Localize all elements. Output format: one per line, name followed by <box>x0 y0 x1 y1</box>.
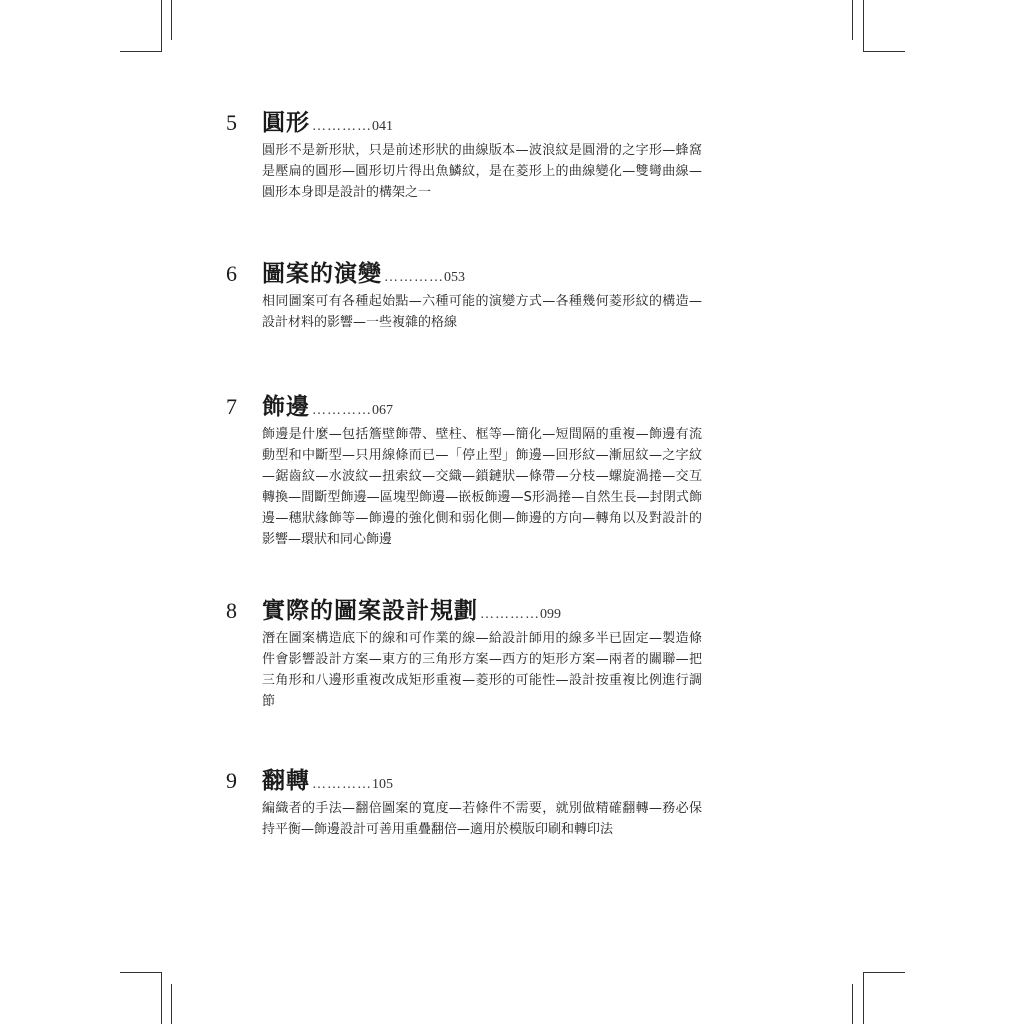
chapter-heading <box>226 104 686 134</box>
chapter-number: 9 <box>226 768 237 793</box>
dot-leader: ………… <box>312 777 372 792</box>
dot-leader: ………… <box>312 403 372 418</box>
chapter-number: 6 <box>226 261 237 286</box>
toc-entry-chapter-9 <box>226 762 702 840</box>
chapter-heading <box>226 592 686 622</box>
chapter-heading <box>226 255 686 285</box>
dot-leader: ………… <box>312 119 372 134</box>
chapter-summary: 圓形不是新形狀，只是前述形狀的曲線版本—波浪紋是圓滑的之字形—蜂窩是壓扁的圓形—圓形切片得出魚鱗紋，是在菱形上的曲線變化—雙彎曲線—圓形本身即是設計的構架之一 <box>262 143 702 200</box>
toc-entry-chapter-5 <box>226 104 702 203</box>
chapter-title: 飾邊 <box>262 393 310 420</box>
chapter-summary: 編織者的手法—翻倍圖案的寬度—若條件不需要，就別做精確翻轉—務必保持平衡—飾邊設計可善用重疊翻倍—適用於模版印刷和轉印法 <box>262 801 702 837</box>
chapter-title: 實際的圖案設計規劃 <box>262 597 478 624</box>
chapter-number: 7 <box>226 394 237 419</box>
chapter-title: 圖案的演變 <box>262 260 382 287</box>
dot-leader: ………… <box>384 270 444 285</box>
page-number: 053 <box>444 270 465 285</box>
page-number: 105 <box>372 777 393 792</box>
chapter-summary: 潛在圖案構造底下的線和可作業的線—給設計師用的線多半已固定—製造條件會影響設計方案—東方的三角形方案—西方的矩形方案—兩者的關聯—把三角形和八邊形重複改成矩形重複—菱形的可能性—設計按重複比例進行調節 <box>262 631 702 709</box>
chapter-number: 5 <box>226 110 237 135</box>
chapter-title: 翻轉 <box>262 767 310 794</box>
chapter-title: 圓形 <box>262 109 310 136</box>
chapter-number: 8 <box>226 598 237 623</box>
chapter-heading <box>226 762 686 792</box>
dot-leader: ………… <box>480 607 540 622</box>
toc-entry-chapter-8 <box>226 592 702 712</box>
toc-entry-chapter-6 <box>226 255 702 333</box>
chapter-heading <box>226 388 686 418</box>
page-number: 041 <box>372 119 393 134</box>
page-number: 099 <box>540 607 561 622</box>
chapter-summary: 飾邊是什麼—包括簷壁飾帶、壁柱、框等—簡化—短間隔的重複—飾邊有流動型和中斷型—只用線條而已—「停止型」飾邊—回形紋—漸屈紋—之字紋—鋸齒紋—水波紋—扭索紋—交織—鎖鏈狀—條帶—分枝—螺旋渦捲—交互轉換—間斷型飾邊—區塊型飾邊—嵌板飾邊—S形渦捲—自然生長—封閉式飾邊—穗狀緣飾等—飾邊的強化側和弱化側—飾邊的方向—轉角以及對設計的影響—環狀和同心飾邊 <box>262 427 702 547</box>
chapter-summary: 相同圖案可有各種起始點—六種可能的演變方式—各種幾何菱形紋的構造—設計材料的影響—一些複雜的格線 <box>262 294 702 330</box>
page-number: 067 <box>372 403 393 418</box>
toc-entry-chapter-7 <box>226 388 702 550</box>
